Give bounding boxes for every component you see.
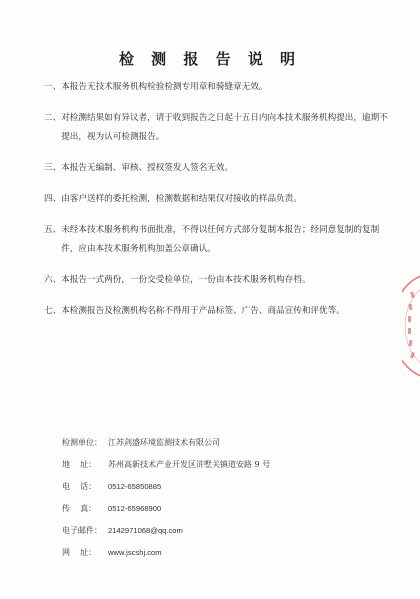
- address-value: 苏州高新技术产业开发区浒墅关镇道安路 9 号: [108, 460, 271, 469]
- note-item: [44, 221, 390, 259]
- contact-row-fax: [62, 502, 362, 524]
- email-value[interactable]: 2142971068@qq.com: [108, 526, 183, 535]
- note-text: 未经本技术服务机构书面批准，不得以任何方式部分复制本报告；经同意复制的复制件，应由本技术服务机构加盖公章确认。: [61, 225, 380, 254]
- note-number: 六、: [44, 275, 62, 285]
- phone-value: 0512-65850885: [108, 482, 162, 491]
- phone-label: 电 话：: [62, 482, 97, 491]
- web-value[interactable]: www.jscshj.com: [108, 548, 162, 557]
- note-number: 三、: [44, 163, 62, 173]
- note-item: [44, 159, 390, 178]
- note-item: [44, 190, 390, 209]
- page-title: 检 测 报 告 说 明: [118, 50, 302, 68]
- note-number: 四、: [44, 194, 62, 204]
- note-number: 七、: [44, 306, 62, 316]
- note-text: 本报告无技术服务机构检验检测专用章和骑缝章无效。: [61, 82, 268, 92]
- note-text: 由客户送样的委托检测，检测数据和结果仅对接收的样品负责。: [61, 194, 302, 204]
- note-text: 对检测结果如有异议者，请于收到报告之日起十五日内向本技术服务机构提出，逾期不提出，视为认可检测报告。: [61, 113, 388, 142]
- note-text: 本报告无编制、审核、授权签发人签名无效。: [61, 163, 234, 173]
- unit-label: 检测单位：: [62, 438, 102, 447]
- note-text: 本检测报告及检测机构名称不得用于产品标签、广告、商品宣传和评优等。: [61, 306, 345, 316]
- note-item: [44, 109, 390, 147]
- note-text: 本报告一式两份，一份交受检单位，一份由本技术服务机构存档。: [61, 275, 311, 285]
- contact-row-phone: [62, 480, 362, 502]
- note-item: [44, 302, 390, 321]
- note-number: 一、: [44, 82, 62, 92]
- fax-value: 0512-65968900: [108, 504, 162, 513]
- fax-label: 传 真：: [62, 504, 97, 513]
- contact-row-email: [62, 524, 362, 546]
- note-number: 二、: [44, 113, 62, 123]
- note-item: [44, 78, 390, 97]
- unit-value: 江苏剑盛环境监测技术有限公司: [108, 438, 220, 447]
- contact-block: [62, 436, 362, 568]
- notes-list: [44, 78, 390, 333]
- contact-row-unit: [62, 436, 362, 458]
- note-number: 五、: [44, 225, 62, 235]
- note-item: [44, 271, 390, 290]
- web-label: 网 址：: [62, 548, 97, 557]
- seal-stamp-icon: [402, 270, 420, 382]
- contact-row-web: [62, 546, 362, 568]
- contact-row-address: [62, 458, 362, 480]
- address-label: 地 址：: [62, 460, 97, 469]
- email-label: 电子邮件：: [62, 526, 102, 535]
